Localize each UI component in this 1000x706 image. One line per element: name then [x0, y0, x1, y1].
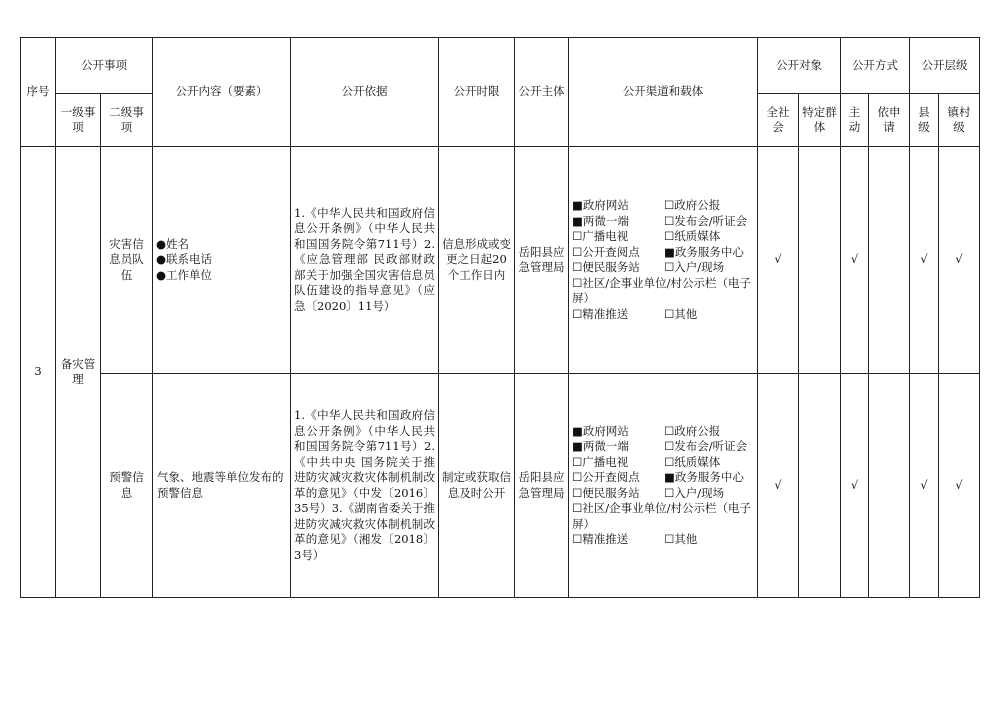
table-row [21, 147, 980, 374]
channel-bulletin-board: ☐社区/企事业单位/村公示栏（电子屏） [572, 501, 752, 531]
channel-radio-tv: ☐广播电视 [572, 229, 629, 243]
channel-weibo-wechat-app: ■两微一端 [572, 213, 629, 228]
header-seq: 序号 [21, 38, 56, 147]
channel-other: ☐其他 [664, 532, 698, 546]
channel-press-hearing: ☐发布会/听证会 [664, 213, 748, 228]
row-level1: 备灾管理 [56, 147, 101, 598]
header-target-all: 全社会 [758, 94, 799, 147]
content-item: ●姓名 [156, 236, 190, 251]
check-method-apply [869, 147, 910, 374]
channels-cell [569, 374, 758, 598]
header-level2: 二级事项 [101, 94, 153, 147]
header-method: 公开方式 [841, 38, 910, 94]
header-basis: 公开依据 [291, 38, 439, 147]
channel-gov-website: ■政府网站 [572, 423, 629, 438]
header-content: 公开内容（要素） [153, 38, 291, 147]
table-row [21, 374, 980, 598]
header-target-group: 特定群体 [799, 94, 841, 147]
basis-text: 1.《中华人民共和国政府信息公开条例》（中华人民共和国国务院令第711号）2.《应急管理部 民政部财政部关于加强全国灾害信息员队伍建设的指导意见》（应急〔2020〕11号） [291, 147, 439, 374]
content-items [153, 147, 291, 374]
channel-precise-push: ☐精准推送 [572, 306, 629, 321]
row-seq: 3 [21, 147, 56, 598]
row-level2: 预警信息 [101, 374, 153, 598]
check-level-town: √ [939, 147, 980, 374]
channel-radio-tv: ☐广播电视 [572, 454, 629, 469]
header-level-county: 县级 [910, 94, 939, 147]
content-text: 气象、地震等单位发布的预警信息 [153, 374, 291, 598]
header-subject: 公开主体 [515, 38, 569, 147]
channel-weibo-wechat-app: ■两微一端 [572, 439, 629, 453]
channel-print-media: ☐纸质媒体 [664, 454, 721, 469]
time-limit-text: 信息形成或变更之日起20个工作日内 [439, 147, 515, 374]
channel-other: ☐其他 [664, 306, 698, 321]
disclosure-table [20, 37, 980, 598]
check-target-all: √ [758, 147, 799, 374]
channel-print-media: ☐纸质媒体 [664, 229, 721, 243]
header-channels: 公开渠道和载体 [569, 38, 758, 147]
header-time-limit: 公开时限 [439, 38, 515, 147]
check-target-group [799, 374, 841, 598]
channel-public-reading-point: ☐公开查阅点 [572, 244, 640, 259]
channel-gov-gazette: ☐政府公报 [664, 198, 721, 212]
header-level1: 一级事项 [56, 94, 101, 147]
channel-gov-website: ■政府网站 [572, 198, 629, 212]
check-target-group [799, 147, 841, 374]
header-method-active: 主动 [841, 94, 869, 147]
channel-gov-service-center: ■政务服务中心 [664, 244, 744, 259]
check-level-county: √ [910, 147, 939, 374]
channels-cell [569, 147, 758, 374]
basis-text: 1.《中华人民共和国政府信息公开条例》（中华人民共和国国务院令第711号）2.《中共中央 国务院关于推进防灾减灾救灾体制机制改革的意见》（中发〔2016〕35号）3.《湖南省委关于推进防灾减灾救灾体制机制改革的意见》（湘发〔2018〕3号） [291, 374, 439, 598]
subject-text: 岳阳县应急管理局 [515, 147, 569, 374]
channel-bulletin-board: ☐社区/企事业单位/村公示栏（电子屏） [572, 275, 752, 305]
channel-convenience-station: ☐便民服务站 [572, 485, 640, 500]
content-item: ●工作单位 [156, 267, 213, 282]
channel-door-to-door: ☐入户/现场 [664, 485, 725, 500]
channel-gov-gazette: ☐政府公报 [664, 423, 721, 438]
row-level2: 灾害信息员队伍 [101, 147, 153, 374]
subject-text: 岳阳县应急管理局 [515, 374, 569, 598]
channel-public-reading-point: ☐公开查阅点 [572, 470, 640, 484]
header-method-apply: 依申请 [869, 94, 910, 147]
header-level-town: 镇村级 [939, 94, 980, 147]
header-matter: 公开事项 [56, 38, 153, 94]
channel-precise-push: ☐精准推送 [572, 532, 629, 546]
header-target: 公开对象 [758, 38, 841, 94]
header-level: 公开层级 [910, 38, 980, 94]
channel-gov-service-center: ■政务服务中心 [664, 470, 744, 484]
check-level-county: √ [910, 374, 939, 598]
channel-convenience-station: ☐便民服务站 [572, 260, 640, 274]
check-method-active: √ [841, 374, 869, 598]
check-level-town: √ [939, 374, 980, 598]
check-method-active: √ [841, 147, 869, 374]
channel-press-hearing: ☐发布会/听证会 [664, 439, 748, 453]
check-method-apply [869, 374, 910, 598]
check-target-all: √ [758, 374, 799, 598]
content-item: ●联系电话 [156, 252, 213, 267]
time-limit-text: 制定或获取信息及时公开 [439, 374, 515, 598]
channel-door-to-door: ☐入户/现场 [664, 260, 725, 274]
